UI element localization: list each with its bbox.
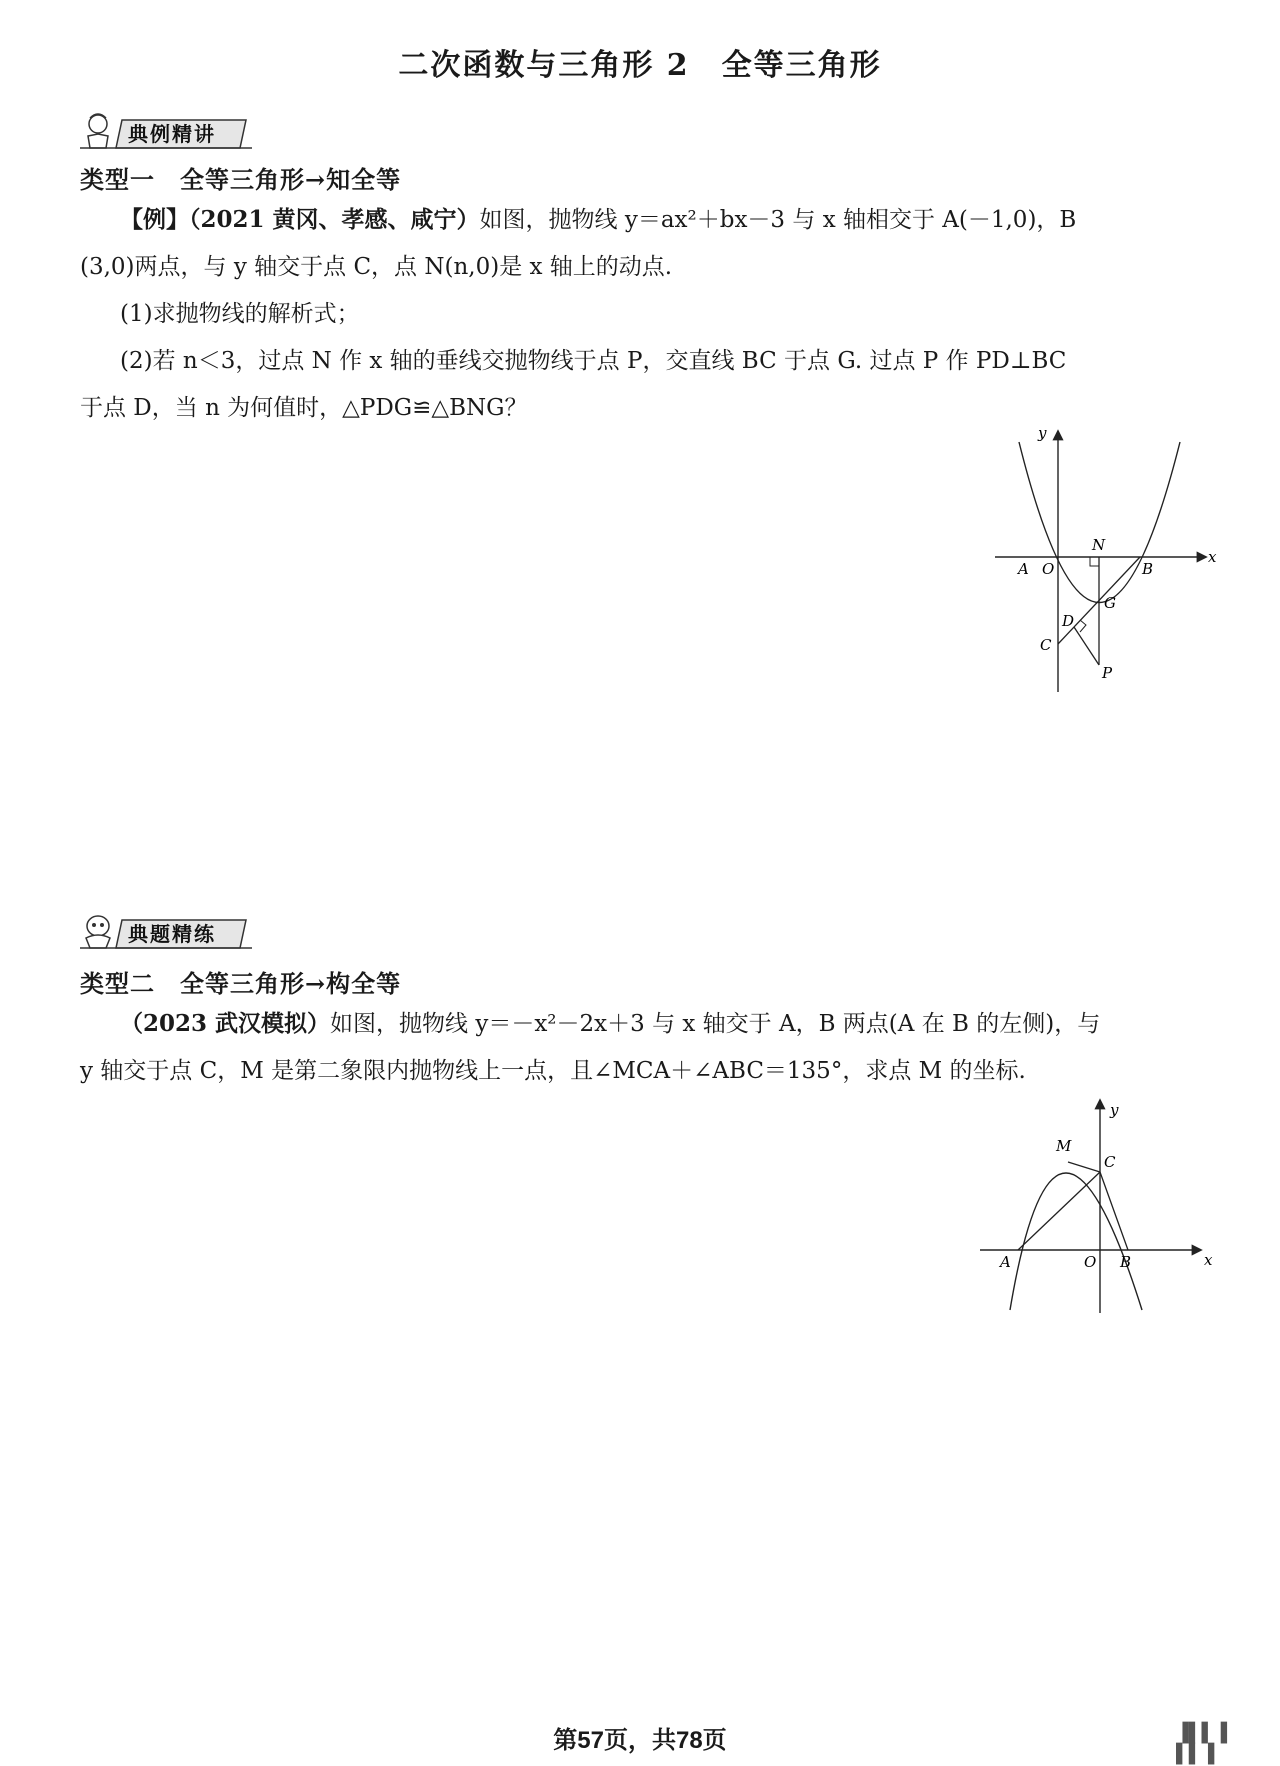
label-x: x	[1208, 548, 1217, 566]
badge-label: 典例精讲	[128, 122, 216, 146]
line-pd	[1074, 627, 1099, 665]
label-o: O	[1084, 1253, 1097, 1271]
question-2-line-1: (2)若 n＜3，过点 N 作 x 轴的垂线交抛物线于点 P，交直线 BC 于点 G. 过点 P 作 PD⊥BC	[120, 348, 1067, 374]
type-two-heading: 类型二 全等三角形→构全等	[80, 969, 402, 998]
line-ac	[1018, 1172, 1100, 1250]
label-a: A	[1000, 1253, 1011, 1271]
label-x: x	[1204, 1251, 1213, 1269]
question-1: (1)求抛物线的解析式；	[120, 301, 360, 327]
label-n: N	[1092, 536, 1106, 554]
example-figure	[990, 420, 1220, 704]
practice-source: （2023 武汉模拟）	[120, 1010, 331, 1037]
parabola-figure-1	[990, 420, 1220, 700]
question-2-line-2: 于点 D，当 n 为何值时，△PDG≌△BNG？	[80, 395, 528, 421]
label-y: y	[1038, 424, 1047, 442]
label-b: B	[1142, 560, 1154, 578]
practice-text-1: 如图，抛物线 y＝－x²－2x＋3 与 x 轴交于 A，B 两点(A 在 B 的左侧)，与	[330, 1011, 1101, 1037]
example-problem	[80, 196, 1210, 432]
label-c: C	[1104, 1153, 1116, 1171]
label-d: D	[1062, 612, 1075, 630]
parabola-curve	[1010, 1173, 1142, 1310]
example-text-1: 如图，抛物线 y＝ax²＋bx－3 与 x 轴相交于 A(－1,0)，B	[479, 207, 1077, 233]
label-m: M	[1056, 1137, 1072, 1155]
type-one-heading: 类型一 全等三角形→知全等	[80, 165, 402, 194]
practice-figure	[980, 1095, 1220, 1329]
page-number: 第57页，共78页	[553, 1727, 727, 1754]
example-source: （2021 黄冈、孝感、咸宁）	[189, 206, 480, 233]
page-title: 二次函数与三角形 2 全等三角形	[398, 48, 882, 83]
label-p: P	[1102, 664, 1113, 682]
line-mc	[1068, 1162, 1100, 1172]
practice-problem	[80, 1000, 1210, 1095]
label-b: B	[1120, 1253, 1132, 1271]
label-c: C	[1040, 636, 1052, 654]
section-badge-examples	[76, 108, 256, 154]
example-tag: 【例】	[120, 206, 189, 233]
right-angle-d-icon	[1080, 620, 1086, 632]
practice-line-2: y 轴交于点 C，M 是第二象限内抛物线上一点，且∠MCA＋∠ABC＝135°，求点 M 的坐标.	[80, 1058, 1026, 1084]
badge-label: 典题精练	[128, 922, 216, 946]
practice-line-1	[80, 1000, 1210, 1048]
label-y: y	[1110, 1101, 1119, 1119]
right-angle-n-icon	[1090, 557, 1099, 566]
example-line-2: (3,0)两点，与 y 轴交于点 C，点 N(n,0)是 x 轴上的动点.	[80, 254, 673, 280]
watermark-sticker: ▐▌▌▐ ▌▌▐	[1176, 1722, 1228, 1763]
label-o: O	[1042, 560, 1055, 578]
section-badge-practice	[76, 908, 256, 954]
label-a: A	[1018, 560, 1029, 578]
label-g: G	[1104, 594, 1116, 612]
parabola-figure-2	[980, 1095, 1220, 1325]
example-line-1	[80, 196, 1210, 244]
